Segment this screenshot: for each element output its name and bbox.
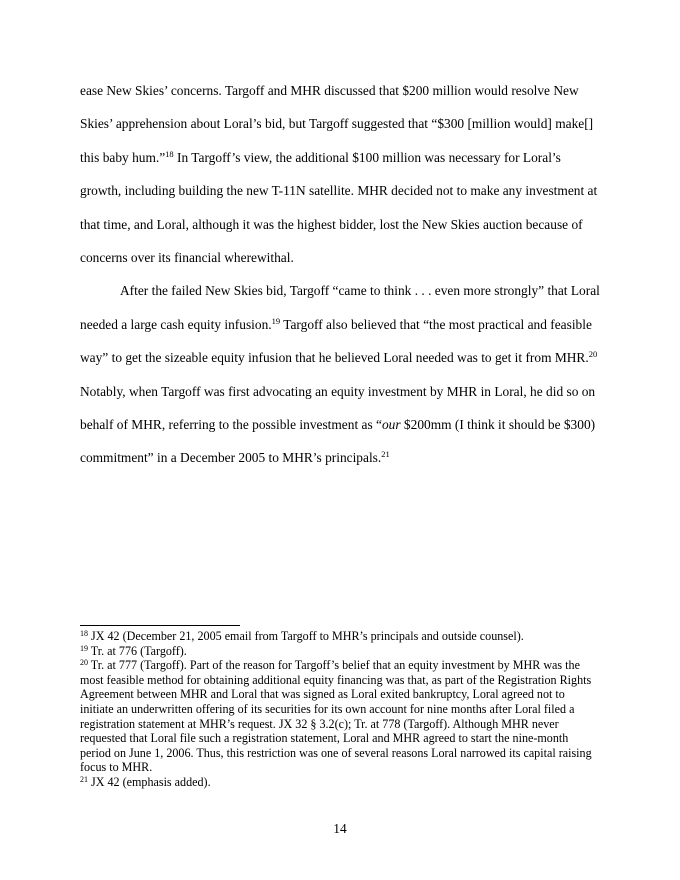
footnote-ref-21[interactable]: 21	[381, 449, 390, 460]
footnote-ref-19[interactable]: 19	[271, 315, 281, 326]
footnote-20: $^{20}$ Tr. at 777 (Targoff). Part of the reason for Targoff’s belief that an equity investment by MHR was the most feasible method for obtaining additional equity financing was that, as part of the Registration Rights Agreement between MHR and Loral that was signed as Loral exited bankruptcy, Loral agreed not to initiate an underwritten offering of its securities for its own account for nine months after Loral filed a registration statement at MHR’s request. JX 32 § 3.2(c); Tr. at 778 (Targoff). Although MHR never requested that Loral file such a registration statement, Loral and MHR agreed to start the nine-month period on June 1, 2006. Thus, this restriction was one of several reasons Loral narrowed its capital raising focus to MHR.	[80, 658, 592, 775]
footnote-ref-20[interactable]: 20	[588, 349, 598, 360]
footnote-18: $^{18}$ JX 42 (December 21, 2005 email from Targoff to MHR’s principals and outside counsel).	[80, 629, 524, 643]
body-text	[80, 74, 600, 475]
emphasis-our: our	[381, 417, 401, 433]
paragraph-1: ease New Skies’ concerns. Targoff and MHR discussed that $200 million would resolve New Skies’ apprehension about Loral’s bid, but Targoff suggested that “$300 [million would] make[] this baby hum.”$^{18}$ In Targoff’s view, the additional $100 million was necessary for Loral’s growth, including building the new T-11N satellite. MHR decided not to make any investment at that time, and Loral, although it was the highest bidder, lost the New Skies auction because of concerns over its financial wherewithal.	[80, 83, 598, 266]
paragraph-2: After the failed New Skies bid, Targoff “came to think . . . even more strongly” that Loral needed a large cash equity infusion.$^{19}$ Targoff also believed that “the most practical and feasible way” to get the sizeable equity infusion that he believed Loral needed was to get it from MHR.$^{20}$ Notably, when Targoff was first advocating an equity investment by MHR in Loral, he did so on behalf of MHR, referring to the possible investment as “our $200mm (I think it should be $300) commitment” in a December 2005 to MHR’s principals.$^{21}$	[80, 283, 600, 466]
footnotes	[80, 629, 600, 790]
footnote-19: $^{19}$ Tr. at 776 (Targoff).	[80, 643, 187, 658]
footnote-separator	[80, 625, 240, 626]
page-number: 14	[333, 821, 347, 836]
footnote-ref-18[interactable]: 18	[165, 148, 174, 159]
footnote-21: $^{21}$ JX 42 (emphasis added).	[80, 774, 211, 789]
